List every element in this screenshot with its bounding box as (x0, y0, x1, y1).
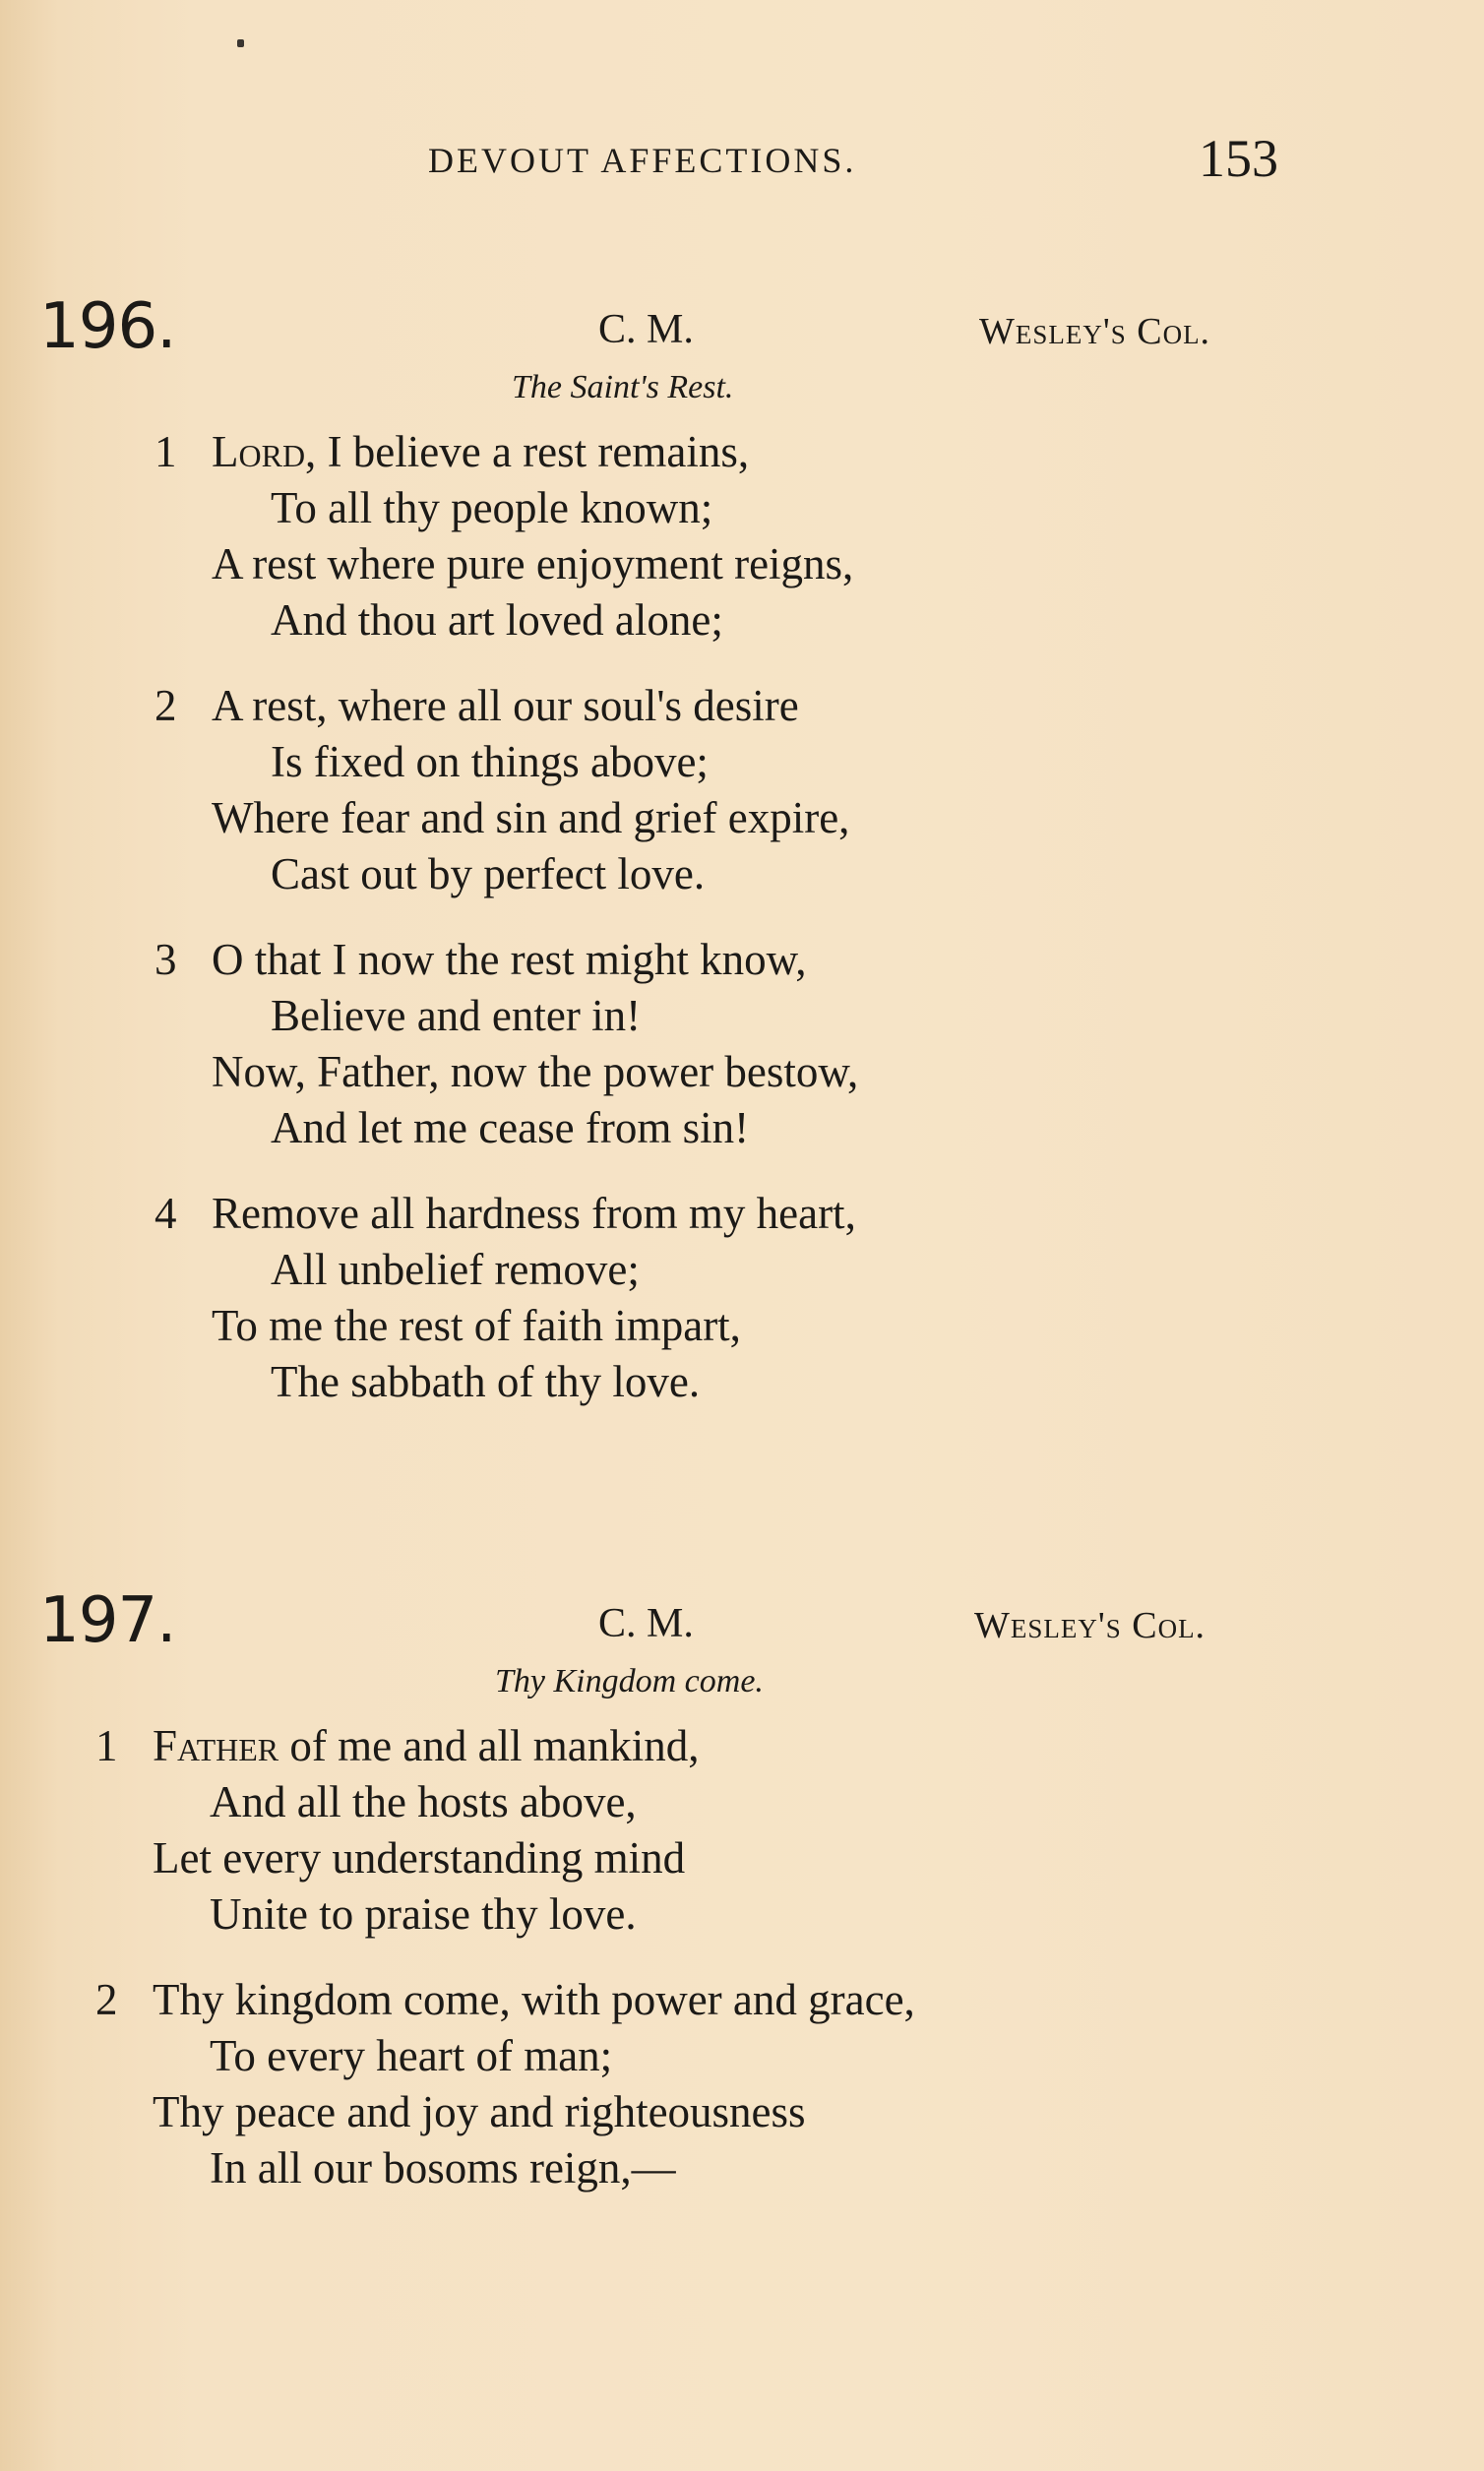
stanza-number: 1 (95, 1721, 118, 1770)
stanza-number: 4 (155, 1189, 177, 1238)
page-number: 153 (1199, 129, 1278, 188)
first-word: Thy (153, 1975, 224, 2024)
stanza (0, 1186, 1484, 1410)
verse-line: Thy peace and joy and righteousness (153, 2087, 806, 2136)
first-word: A (212, 681, 242, 730)
verse-line: And let me cease from sin! (271, 1103, 750, 1152)
running-head (0, 128, 1484, 187)
hymn-source: Wesley's Col. (974, 1605, 1206, 1646)
stanza (0, 932, 1484, 1156)
hymn-meter: C. M. (598, 307, 694, 352)
stanza-number: 3 (155, 935, 177, 984)
verse-line: To every heart of man; (210, 2031, 613, 2080)
verse-line: Let every understanding mind (153, 1833, 686, 1883)
hymn-196 (0, 290, 1484, 1440)
verse-line: And all the hosts above, (210, 1777, 637, 1826)
verse-line: A rest where pure enjoyment reigns, (212, 539, 854, 588)
verse-line (0, 932, 1484, 988)
verse-line (0, 1186, 1484, 1242)
stanza-number: 1 (155, 427, 177, 476)
verse-line (0, 1718, 1484, 1774)
hymn-197 (0, 1584, 1484, 2226)
first-word: O (212, 935, 244, 984)
stanza-number: 2 (155, 681, 177, 730)
line-text: I believe a rest remains, (316, 427, 750, 476)
verse-line: All unbelief remove; (271, 1245, 640, 1294)
stanza (0, 424, 1484, 649)
verse-line: In all our bosoms reign,— (210, 2143, 676, 2193)
hymn-title: Thy Kingdom come. (495, 1663, 764, 1699)
verse-line: To me the rest of faith impart, (212, 1301, 741, 1350)
verse-line: And thou art loved alone; (271, 595, 723, 645)
hymn-meter: C. M. (598, 1601, 694, 1646)
stanza (0, 678, 1484, 902)
ink-speck (237, 39, 244, 47)
verse-line: To all thy people known; (271, 483, 713, 532)
hymn-number: 196. (39, 290, 176, 363)
hymn-source: Wesley's Col. (979, 311, 1211, 352)
verse-line: The sabbath of thy love. (271, 1357, 701, 1406)
verse-line: Is fixed on things above; (271, 737, 709, 786)
first-word: Lord, (212, 427, 317, 476)
stanza (0, 1972, 1484, 2196)
hymn-title: The Saint's Rest. (512, 369, 734, 405)
verse-line: Unite to praise thy love. (210, 1889, 637, 1939)
line-text: of me and all mankind, (278, 1721, 700, 1770)
stanza-number: 2 (95, 1975, 118, 2024)
running-title: DEVOUT AFFECTIONS. (428, 141, 857, 180)
verse-line (0, 1972, 1484, 2028)
hymn-header (0, 290, 1484, 369)
verse-line: Believe and enter in! (271, 991, 642, 1040)
hymn-header (0, 1584, 1484, 1663)
verse-line: Now, Father, now the power bestow, (212, 1047, 859, 1096)
line-text: rest, where all our soul's desire (241, 681, 799, 730)
first-word: Remove (212, 1189, 359, 1238)
hymn-number: 197. (39, 1584, 176, 1657)
verse-line: Cast out by perfect love. (271, 849, 706, 898)
first-word: Father (153, 1721, 279, 1770)
verse-line (0, 424, 1484, 480)
line-text: kingdom come, with power and grace, (223, 1975, 915, 2024)
line-text: all hardness from my heart, (358, 1189, 856, 1238)
verse-line: Where fear and sin and grief expire, (212, 793, 850, 842)
verse-line (0, 678, 1484, 734)
line-text: that I now the rest might know, (243, 935, 807, 984)
stanza (0, 1718, 1484, 1943)
